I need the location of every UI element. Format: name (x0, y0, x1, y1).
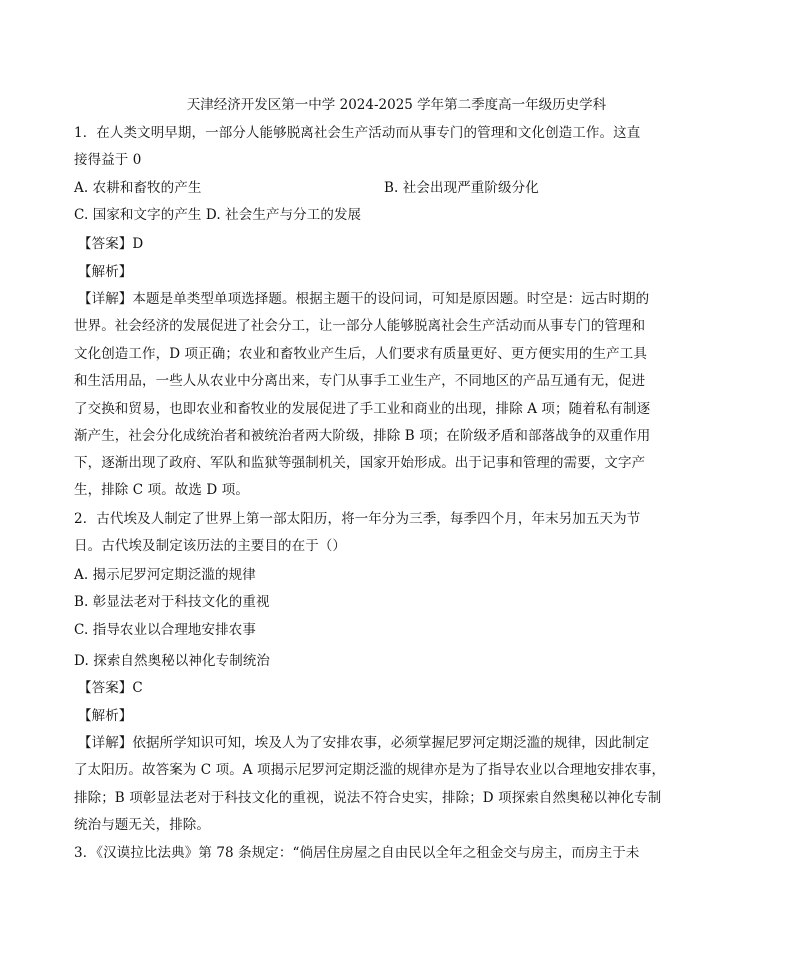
q1-detail-line: 文化创造工作，D 项正确；农业和畜牧业产生后，人们要求有质量更好、更方便实用的生产工具 (74, 346, 647, 362)
q2-option-c: C. 指导农业以合理地安排农事 (74, 622, 256, 638)
q2-option-d: D. 探索自然奥秘以神化专制统治 (74, 653, 271, 669)
q2-stem-line2: 日。古代埃及制定该历法的主要目的在于（） (74, 538, 346, 554)
q1-detail-line: 世界。社会经济的发展促进了社会分工，让一部分人能够脱离社会生产活动而从事专门的管理和 (74, 318, 646, 334)
q1-option-a: A. 农耕和畜牧的产生 (74, 180, 202, 196)
q1-detail-line: 生，排除 C 项。故选 D 项。 (74, 482, 249, 498)
q1-analysis-label: 【解析】 (78, 264, 133, 280)
q1-detail-line: 和生活用品，一些人从农业中分离出来，专门从事手工业生产，不同地区的产品互通有无，促进 (74, 373, 646, 389)
q1-answer: 【答案】D (78, 236, 144, 252)
q2-answer: 【答案】C (78, 680, 143, 696)
q2-detail-line: 【详解】依据所学知识可知，埃及人为了安排农事，必须掌握尼罗河定期泛滥的规律，因此制定 (78, 735, 650, 751)
q1-stem-line2: 接得益于 0 (74, 152, 142, 168)
q2-analysis-label: 【解析】 (78, 708, 133, 724)
q1-option-c-d: C. 国家和文字的产生 D. 社会生产与分工的发展 (74, 207, 362, 223)
q2-detail-line: 统治与题无关，排除。 (74, 817, 210, 833)
q2-stem-line1: 2．古代埃及人制定了世界上第一部太阳历，将一年分为三季，每季四个月，年末另加五天为节 (74, 511, 641, 527)
q2-detail-line: 排除；B 项彰显法老对于科技文化的重视，说法不符合史实，排除；D 项探索自然奥秘以神化专制 (74, 790, 662, 806)
q1-detail-line: 【详解】本题是单类型单项选择题。根据主题干的设问词，可知是原因题。时空是：远古时期的 (78, 291, 650, 307)
q2-option-a: A. 揭示尼罗河定期泛滥的规律 (74, 567, 256, 583)
q3-stem-line1: 3．《汉谟拉比法典》第 78 条规定：“倘居住房屋之自由民以全年之租金交与房主，而房主于未 (74, 845, 640, 861)
q1-stem-line1: 1．在人类文明早期，一部分人能够脱离社会生产活动而从事专门的管理和文化创造工作。这直 (74, 125, 641, 141)
q2-detail-line: 了太阳历。故答案为 C 项。A 项揭示尼罗河定期泛滥的规律亦是为了指导农业以合理地安排农事， (74, 762, 666, 778)
q2-option-b: B. 彰显法老对于科技文化的重视 (74, 594, 270, 610)
q1-detail-line: 渐产生，社会分化成统治者和被统治者两大阶级，排除 B 项；在阶级矛盾和部落战争的双重作用 (74, 428, 651, 444)
document-title: 天津经济开发区第一中学 2024-2025 学年第二季度高一年级历史学科 (186, 97, 607, 113)
q1-detail-line: 下，逐渐出现了政府、军队和监狱等强制机关，国家开始形成。出于记事和管理的需要，文字产 (74, 455, 646, 471)
q1-detail-line: 了交换和贸易，也即农业和畜牧业的发展促进了手工业和商业的出现，排除 A 项；随着私有制逐 (74, 401, 651, 417)
q1-option-b: B. 社会出现严重阶级分化 (384, 180, 539, 196)
